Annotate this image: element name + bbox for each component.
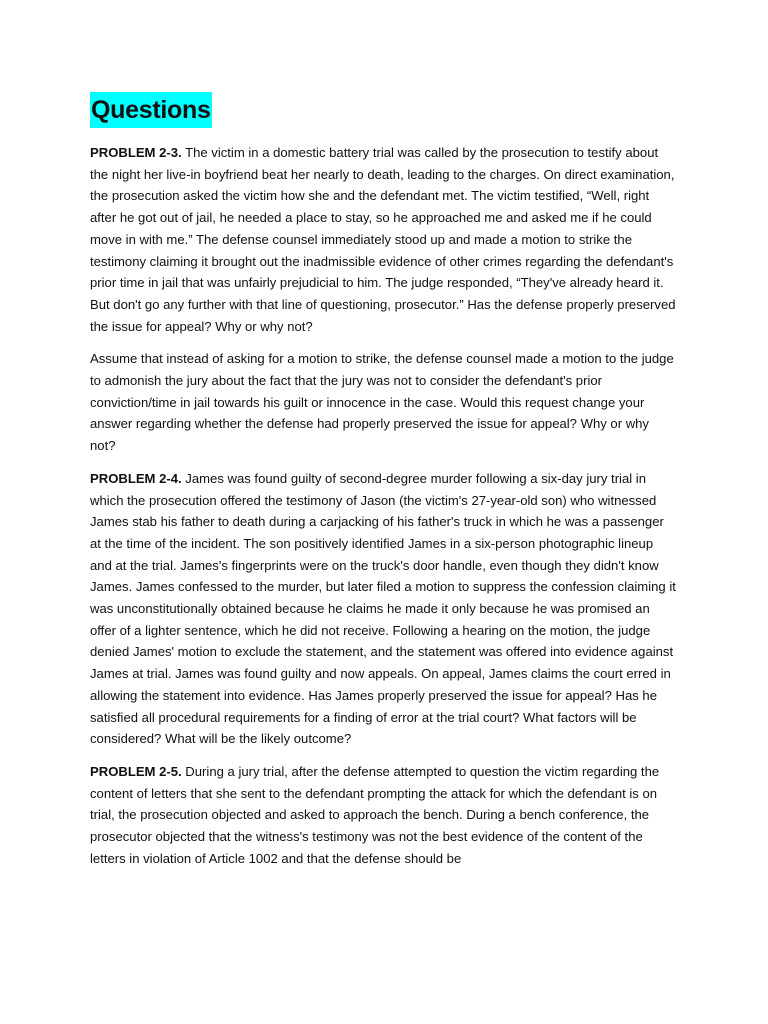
document-content [90, 92, 678, 881]
problem-2-4-paragraph [90, 468, 678, 750]
problem-label: PROBLEM 2-3. [90, 145, 182, 160]
problem-2-5-paragraph [90, 761, 678, 870]
paragraph-text: James was found guilty of second-degree murder following a six-day jury trial in which the prosecution offered the testimony of Jason (the victim's 27-year-old son) who witnessed James stab his father to death during a carjacking of his father's truck in which he was a passenger at the time of the incident. The son positively identified James in a six-person photographic lineup and at the trial. James's fingerprints were on the truck's door handle, even though they didn't know James. James confessed to the murder, but later filed a motion to suppress the confession claiming it was unconstitutionally obtained because he claims he made it only because he was promised an offer of a lighter sentence, which he did not receive. Following a hearing on the motion, the judge denied James' motion to exclude the statement, and the statement was offered into evidence against James at trial. James was found guilty and now appeals. On appeal, James claims the court erred in allowing the statement into evidence. Has James properly preserved the issue for appeal? Has he satisfied all procedural requirements for a finding of error at the trial court? What factors will be considered? What will be the likely outcome? [90, 470, 676, 747]
paragraph-text: The victim in a domestic battery trial was called by the prosecution to testify about the night her live-in boyfriend beat her nearly to death, leading to the charges. On direct examination, the prosecution asked the victim how she and the defendant met. The victim testified, “Well, right after he got out of jail, he needed a place to stay, so he approached me and asked me if he could move in with me.” The defense counsel immediately stood up and made a motion to strike the testimony claiming it brought out the inadmissible evidence of other crimes regarding the defendant's prior time in jail that was unfairly prejudicial to him. The judge responded, “They've already heard it. But don't go any further with that line of questioning, prosecutor.” Has the defense properly preserved the issue for appeal? Why or why not? [90, 145, 676, 334]
paragraph-text: Assume that instead of asking for a motion to strike, the defense counsel made a motion to the judge to admonish the jury about the fact that the jury was not to consider the defendant's prior conviction/time in jail towards his guilt or innocence in the case. Would this request change your answer regarding whether the defense had properly preserved the issue for appeal? Why or why not? [90, 351, 674, 454]
page-title: Questions [90, 92, 212, 128]
problem-label: PROBLEM 2-5. [90, 763, 182, 779]
problem-2-3-followup-paragraph [90, 348, 678, 457]
problem-2-3-paragraph [90, 142, 678, 337]
paragraph-text: During a jury trial, after the defense attempted to question the victim regarding the content of letters that she sent to the defendant prompting the attack for which the defendant is on trial, the prosecution objected and asked to approach the bench. During a bench conference, the prosecutor objected that the witness's testimony was not the best evidence of the content of the letters in violation of Article 1002 and that the defense should be [90, 763, 660, 866]
problem-label: PROBLEM 2-4. [90, 470, 182, 486]
